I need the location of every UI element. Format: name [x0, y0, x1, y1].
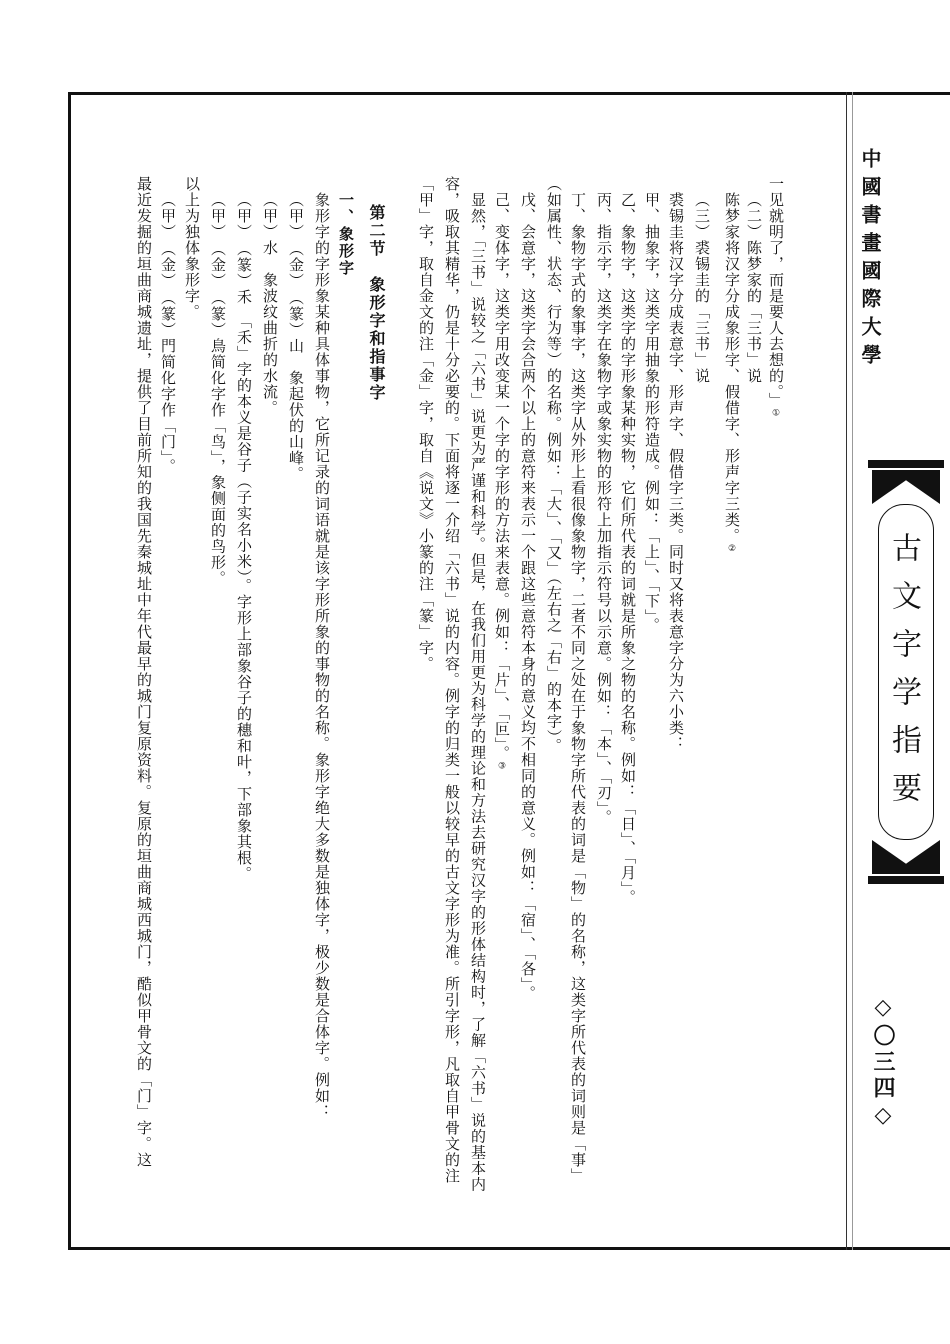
text-column: 丁、象物字式的象事字，这类字从外形上看很像象物字，二者不同之处在于象物字所代表的词是「物」的名称，这类字所代表的词则是「事」	[569, 192, 587, 1184]
subsection-heading: 一、象形字	[337, 192, 355, 277]
text-column: 己、变体字，这类字用改变某一个字的字形的方法来表意。例如：「片」、「叵」。③	[493, 192, 511, 773]
book-title-bar-top	[868, 460, 944, 468]
text-column: （二）陈梦家的「三书」说	[745, 192, 763, 384]
example-line: （甲） （金） （篆）鳥简化字作「鸟」，象侧面的鸟形。	[209, 192, 227, 587]
text-column: 裘锡圭将汉字分成表意字、形声字、假借字三类。同时又将表意字分为六小类：	[667, 192, 685, 752]
text-column: 戊、会意字，这类字会合两个以上的意符来表示一个跟这些意符本身的意义均不相同的意义。例如：「宿」、「各」。	[519, 192, 537, 1002]
text-column: 象形字的字形象某种具体事物，它所记录的词语就是该字形所象的事物的名称。象形字绝大多数是独体字，极少数是合体字。例如：	[313, 192, 331, 1120]
text-column: （如属性、状态、行为等）的名称。例如：「大」、「又」（左右之「右」的本字）。	[545, 176, 563, 754]
text-column: 容，吸取其精华，仍是十分必要的。下面将逐一介绍「六书」说的内容。例字的归类一般以较早的古文字形为准。所引字形，凡取自甲骨文的注	[443, 176, 461, 1184]
text-column: 最近发掘的垣曲商城遗址，提供了目前所知的我国先秦城址中年代最早的城门复原资料。复原的垣曲商城西城门，酷似甲骨文的「门」字。这	[135, 176, 153, 1168]
example-line: （甲） （金） （篆）門简化字作「门」。	[159, 192, 177, 475]
sideband-divider-inner	[852, 92, 853, 1250]
text-column: 乙、象物字，这类字的字形象某种实物，它们所代表的词就是所象之物的名称。例如：「日」、「月」。	[619, 192, 637, 906]
sideband-divider	[846, 92, 847, 1250]
text-column: 一见就明了，而是要人去想的。」①	[767, 176, 785, 420]
text-column: 陈梦家将汉字分成象形字、假借字、形声字三类。②	[723, 192, 741, 555]
university-name: 中國書畫國際大學	[858, 148, 882, 372]
text-column: （三）裘锡圭的「三书」说	[693, 192, 711, 384]
example-line: （甲）水 象波纹曲折的水流。	[261, 192, 279, 416]
book-title: 古文字学指要	[886, 532, 921, 820]
text-column: 「甲」字，取自金文的注「金」字，取自《说文》小篆的注「篆」字。	[417, 176, 435, 672]
example-line: （甲） （篆）禾 「禾」字的本义是谷子（子实名小米）。字形上部象谷子的穗和叶，下部象其根。	[235, 192, 253, 882]
text-column: 甲、抽象字，这类字用抽象的形符造成。例如：「上」、「下」。	[643, 192, 661, 634]
example-line: （甲） （金） （篆）山 象起伏的山峰。	[287, 192, 305, 482]
text-column: 显然，「三书」说较之「六书」说更为严谨和科学。但是，在我们用更为科学的理论和方法去研究汉字的形体结构时，了解「六书」说的基本内	[469, 192, 487, 1193]
page-number: ◇〇三四◇	[870, 994, 896, 1132]
section-heading: 第二节 象形字和指事字	[367, 204, 386, 402]
text-column: 丙、指示字，这类字在象物字或象实物的形符上加指示符号以示意。例如：「本」、「刃」。	[595, 192, 613, 826]
book-title-bar-bottom	[868, 876, 944, 884]
text-column: 以上为独体象形字。	[183, 176, 201, 320]
